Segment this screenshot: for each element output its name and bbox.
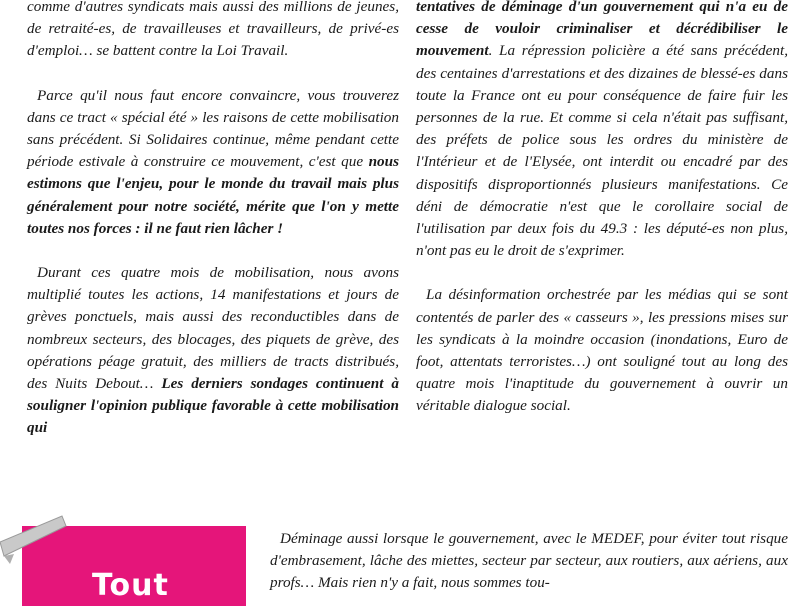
paragraph: Déminage aussi lorsque le gouvernement, avec le MEDEF, pour éviter tout risque d'embrasement, lâche des miettes, secteur par secteur, aux routiers, aux aériens, aux profs… Mais rien n'y a fait, nous sommes tou- <box>270 530 788 592</box>
right-column <box>416 0 788 440</box>
ribbon-icon <box>0 512 70 572</box>
paragraph-text: Parce qu'il nous faut encore convaincre, vous trouverez dans ce tract « spécial été » les raisons de cette mobilisation sans précédent. Si Solidaires continue, même pendant cette période estivale à construire ce mouvement, c'est que <box>27 86 399 171</box>
paragraph <box>27 85 399 240</box>
paragraph <box>27 262 399 440</box>
badge-text: Tout <box>92 568 169 603</box>
emphasis-text: tentatives de déminage d'un gouvernement qui n'a eu de cesse de vouloir criminaliser et décrédibiliser le mouvement <box>416 0 788 60</box>
paragraph: La désinformation orchestrée par les médias qui se sont contentés de parler des « casseurs », les pressions mises sur les syndicats à la moindre occasion (inondations, Euro de foot, attentats terroristes…) ont souligné tout au long des quatre mois l'inaptitude du gouvernement à ouvrir un véritable dialogue social. <box>416 286 788 415</box>
emphasis-text: Les derniers sondages continuent à souligner l'opinion publique favorable à cette mobilisation qui <box>27 375 399 437</box>
paragraph-text: Durant ces quatre mois de mobilisation, nous avons multiplié toutes les actions, 14 manifestations et jours de grèves ponctuels, mais aussi des reconductibles dans de nombreux secteurs, des blocages, des piquets de grève, des opérations péage gratuit, des milliers de tracts distribués, des Nuits Debout… <box>27 264 399 393</box>
left-column <box>27 0 399 462</box>
paragraph: comme d'autres syndicats mais aussi des millions de jeunes, de retraité-es, de travailleuses et travailleurs, de privé-es d'emploi… se battent contre la Loi Travail. <box>27 0 399 60</box>
bottom-paragraph <box>270 528 788 595</box>
paragraph <box>416 0 788 262</box>
paragraph-text: . La répression policière a été sans précédent, des centaines d'arrestations et des dizaines de blessé-es dans toute la France ont eu pour conséquence de faire fuir les personnes de la rue. Et comme si cela n'était pas suffisant, des préfets de police sous les ordres du ministère de l'Intérieur et de l'Elysée, ont interdit ou encadré par des dispositifs disproportionnés plusieurs manifestations. Ce déni de démocratie n'est que le corollaire social de l'utilisation par deux fois du 49.3 : les député-es non plus, n'ont pas eu le droit de s'exprimer. <box>416 42 788 260</box>
emphasis-text: nous estimons que l'enjeu, pour le monde du travail mais plus généralement pour notre société, mérite que l'on y mette toutes nos forces : il ne faut rien lâcher ! <box>27 153 399 237</box>
